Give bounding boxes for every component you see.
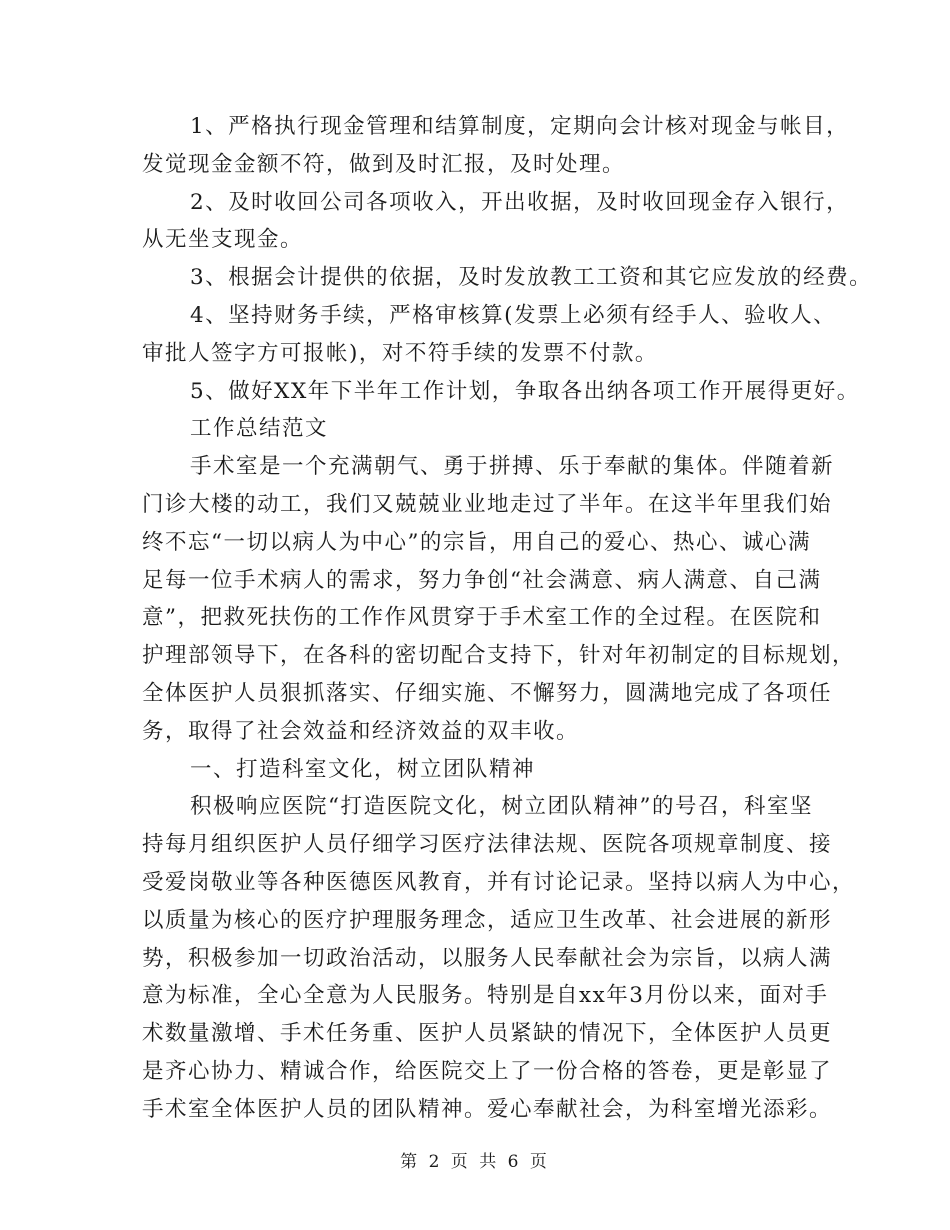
paragraph-line: 门诊大楼的动工，我们又兢兢业业地走过了半年。在这半年里我们始 bbox=[142, 491, 833, 517]
paragraph-line: 是齐心协力、精诚合作，给医院交上了一份合格的答卷，更是彰显了 bbox=[142, 1058, 833, 1084]
paragraph-line: 全体医护人员狠抓落实、仔细实施、不懈努力，圆满地完成了各项任 bbox=[142, 680, 833, 706]
paragraph-line: 5、做好XX年下半年工作计划，争取各出纳各项工作开展得更好。 bbox=[190, 378, 860, 404]
document-body bbox=[142, 108, 873, 1129]
page-number-footer: 第 2 页 共 6 页 bbox=[400, 1152, 550, 1172]
paragraph-line: 从无坐支现金。 bbox=[142, 227, 304, 253]
paragraph-line: 意”，把救死扶伤的工作作风贯穿于手术室工作的全过程。在医院和 bbox=[142, 605, 822, 631]
paragraph-line: 审批人签字方可报帐)，对不符手续的发票不付款。 bbox=[142, 340, 658, 366]
paragraph-line: 手术室是一个充满朝气、勇于拼搏、乐于奉献的集体。伴随着新 bbox=[190, 454, 835, 480]
paragraph-line: 2、及时收回公司各项收入，开出收据，及时收回现金存入银行， bbox=[190, 189, 850, 215]
paragraph-line: 以质量为核心的医疗护理服务理念，适应卫生改革、社会进展的新形 bbox=[142, 907, 833, 933]
paragraph-line: 受爱岗敬业等各种医德医风教育，并有讨论记录。坚持以病人为中心， bbox=[142, 869, 856, 895]
paragraph-line: 1、严格执行现金管理和结算制度，定期向会计核对现金与帐目， bbox=[190, 114, 850, 139]
paragraph-line: 足每一位手术病人的需求，努力争创“社会满意、病人满意、自己满 bbox=[142, 567, 822, 593]
paragraph-line: 手术室全体医护人员的团队精神。爱心奉献社会，为科室增光添彩。 bbox=[142, 1096, 833, 1122]
paragraph-line: 护理部领导下，在各科的密切配合支持下，针对年初制定的目标规划， bbox=[142, 643, 856, 669]
paragraph-line: 积极响应医院“打造医院文化，树立团队精神”的号召，科室坚 bbox=[190, 794, 813, 820]
section-heading: 工作总结范文 bbox=[190, 416, 329, 442]
paragraph-line: 势，积极参加一切政治活动，以服务人民奉献社会为宗旨，以病人满 bbox=[142, 945, 833, 971]
section-heading: 一、打造科室文化，树立团队精神 bbox=[190, 756, 536, 782]
paragraph-line: 发觉现金金额不符，做到及时汇报，及时处理。 bbox=[142, 151, 626, 177]
paragraph-line: 4、坚持财务手续，严格审核算(发票上必须有经手人、验收人、 bbox=[190, 302, 837, 328]
paragraph-line: 3、根据会计提供的依据，及时发放教工工资和其它应发放的经费。 bbox=[190, 265, 873, 291]
paragraph-line: 务，取得了社会效益和经济效益的双丰收。 bbox=[142, 718, 580, 744]
paragraph-line: 终不忘“一切以病人为中心”的宗旨，用自己的爱心、热心、诚心满 bbox=[142, 529, 811, 555]
paragraph-line: 术数量激增、手术任务重、医护人员紧缺的情况下，全体医护人员更 bbox=[142, 1021, 833, 1047]
paragraph-line: 意为标准，全心全意为人民服务。特别是自xx年3月份以来，面对手 bbox=[142, 983, 829, 1009]
paragraph-line: 持每月组织医护人员仔细学习医疗法律法规、医院各项规章制度、接 bbox=[142, 832, 833, 858]
